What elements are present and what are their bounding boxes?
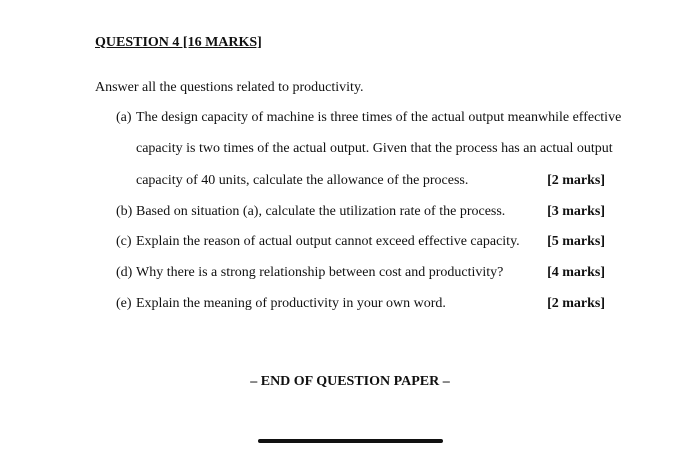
home-indicator-bar [258,439,443,443]
question-a-line-1: The design capacity of machine is three times of the actual output meanwhile effective [136,110,622,125]
question-a-line-2: capacity is two times of the actual output. Given that the process has an actual output [136,141,613,156]
question-title: QUESTION 4 [16 MARKS] [95,35,262,50]
question-b-label: (b) [116,204,133,219]
question-b-text: Based on situation (a), calculate the utilization rate of the process. [136,204,506,219]
question-b-marks: [3 marks] [547,204,605,219]
question-c-marks: [5 marks] [547,234,605,249]
question-a-label: (a) [116,110,132,125]
question-a-marks: [2 marks] [547,173,605,188]
question-e-text: Explain the meaning of productivity in your own word. [136,296,446,311]
question-d-marks: [4 marks] [547,265,605,280]
question-e-marks: [2 marks] [547,296,605,311]
question-c-text: Explain the reason of actual output cannot exceed effective capacity. [136,234,520,249]
question-a-line-3: capacity of 40 units, calculate the allowance of the process. [136,173,469,188]
question-e-label: (e) [116,296,132,311]
instructions: Answer all the questions related to productivity. [95,80,364,95]
question-d-label: (d) [116,265,133,280]
question-d-text: Why there is a strong relationship between cost and productivity? [136,265,504,280]
question-c-label: (c) [116,234,132,249]
end-of-paper: – END OF QUESTION PAPER – [250,374,450,389]
